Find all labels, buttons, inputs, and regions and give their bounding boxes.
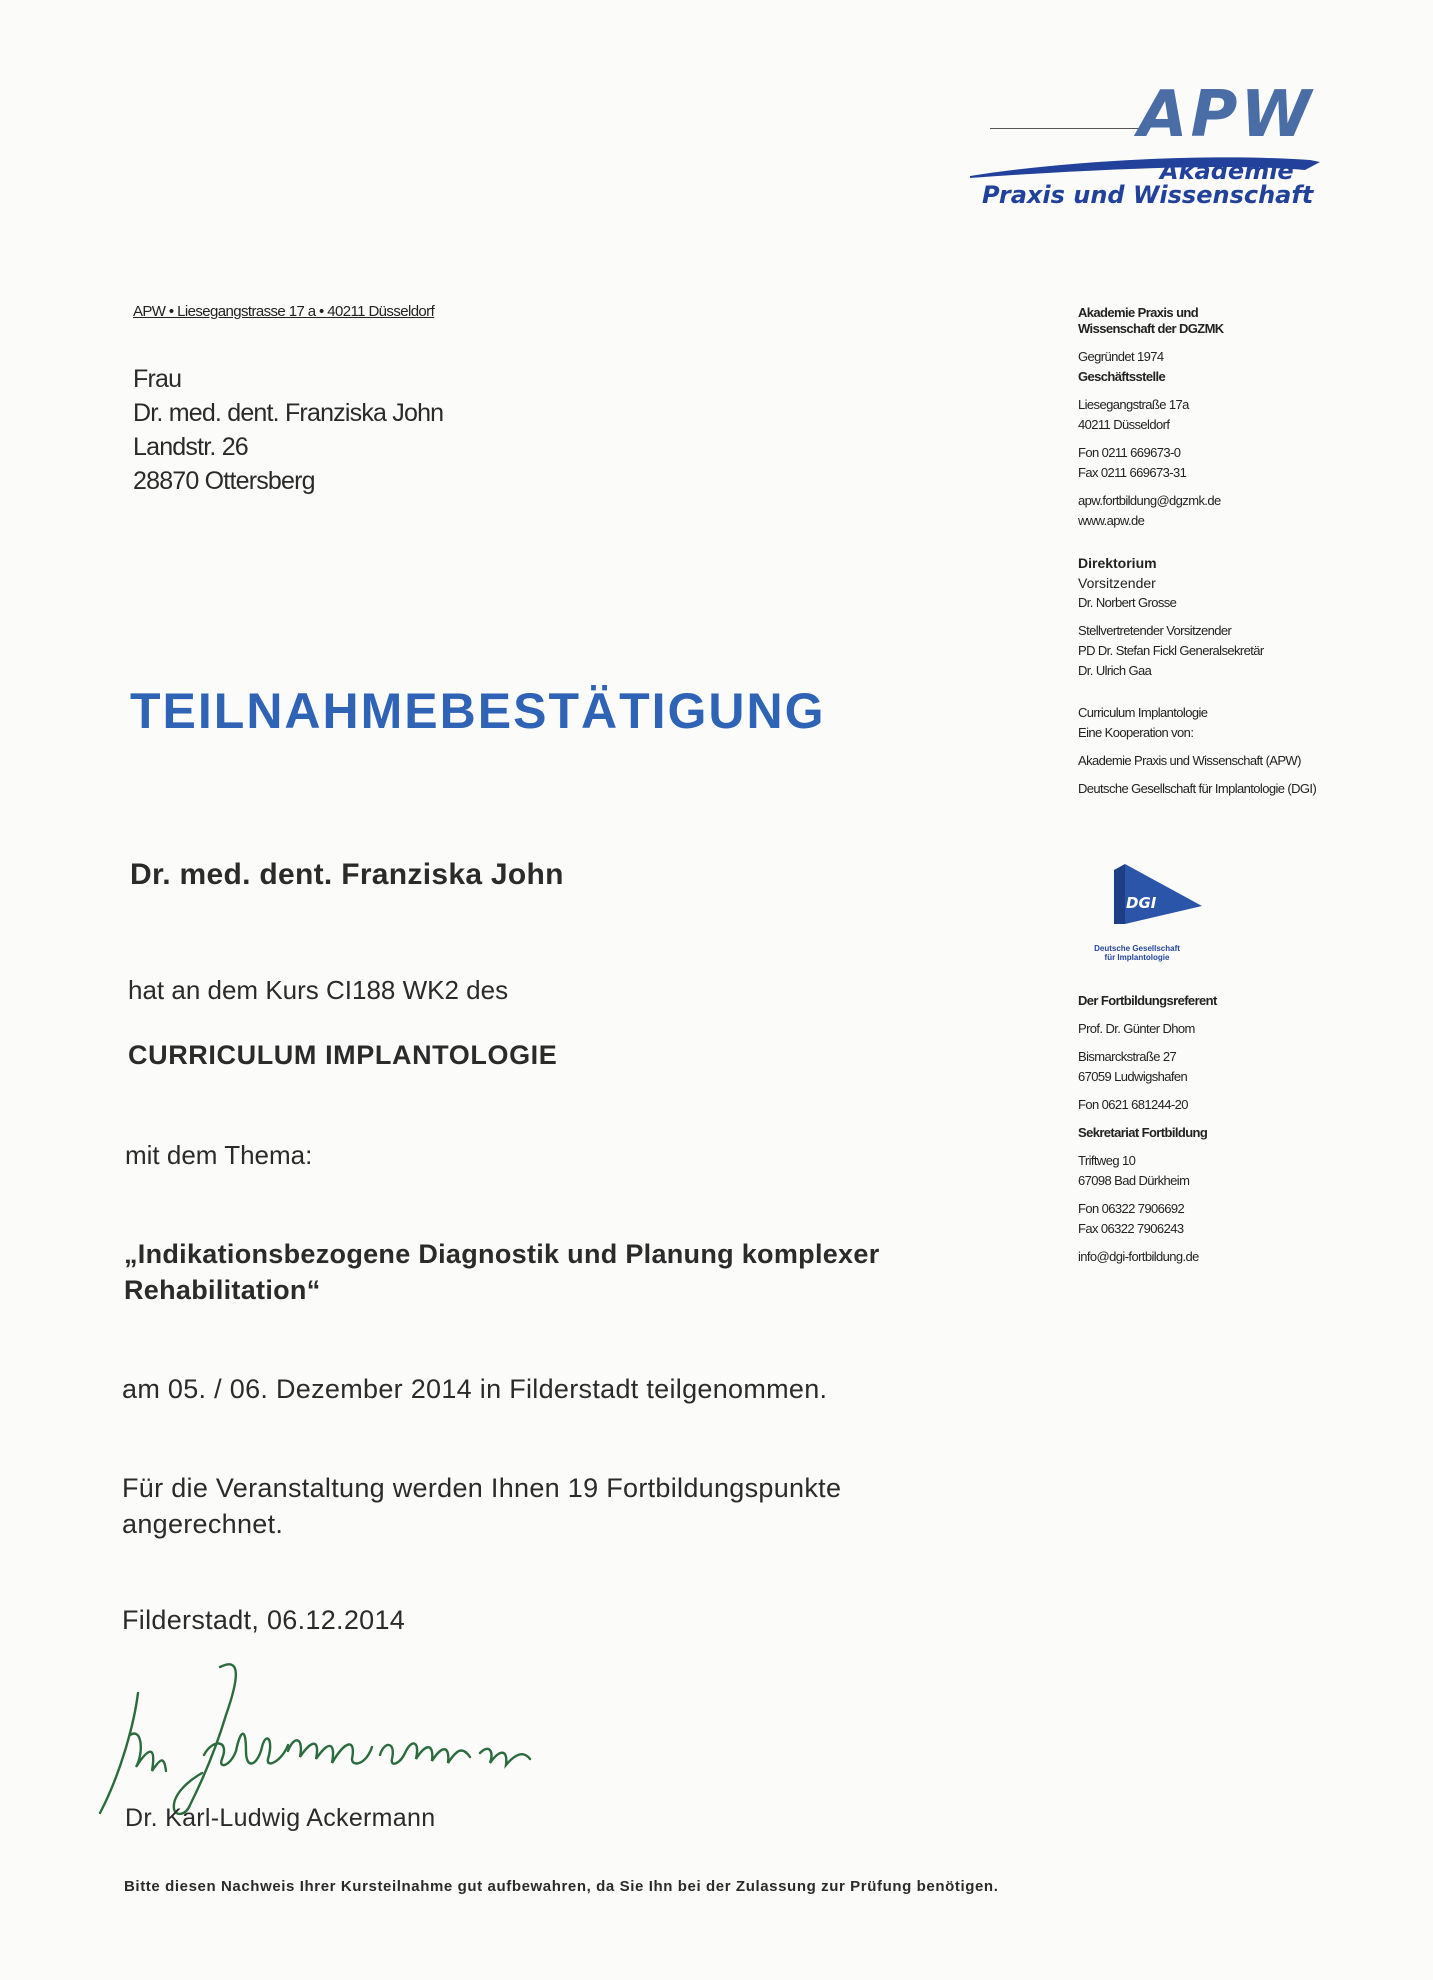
course-topic: „Indikationsbezogene Diagnostik und Planung komplexer Rehabilitation“: [124, 1239, 880, 1305]
sec-email: info@dgi-fortbildung.de: [1078, 1249, 1199, 1264]
coop-line-4: Deutsche Gesellschaft für Implantologie (DGI): [1078, 781, 1317, 796]
sidebar-info: [1078, 303, 1378, 1267]
recipient-city: 28870 Ottersberg: [133, 467, 315, 495]
coop-line-2: Eine Kooperation von:: [1078, 725, 1194, 740]
handwritten-signature: [90, 1655, 550, 1825]
recipient-address: [133, 362, 443, 498]
recipient-salutation: Frau: [133, 365, 182, 393]
sec-heading: Sekretariat Fortbildung: [1078, 1125, 1208, 1140]
theme-label: mit dem Thema:: [125, 1140, 313, 1170]
certificate-title: TEILNAHMEBESTÄTIGUNG: [130, 683, 826, 739]
dgi-caption: [1072, 944, 1202, 962]
credit-points: Für die Veranstaltung werden Ihnen 19 Fortbildungspunkte angerechnet.: [122, 1473, 842, 1539]
org-name-1: Akademie Praxis und: [1078, 305, 1199, 320]
dgi-caption-line-1: Deutsche Gesellschaft: [1094, 944, 1180, 953]
sec-phone: Fon 06322 7906692: [1078, 1201, 1185, 1216]
founded: Gegründet 1974: [1078, 349, 1164, 364]
sec-fax: Fax 06322 7906243: [1078, 1221, 1184, 1236]
course-line: hat an dem Kurs CI188 WK2 des: [128, 975, 509, 1005]
office-web: www.apw.de: [1078, 513, 1145, 528]
curriculum-name: CURRICULUM IMPLANTOLOGIE: [128, 1040, 558, 1070]
office-phone: Fon 0211 669673-0: [1078, 445, 1181, 460]
participant-name: Dr. med. dent. Franziska John: [130, 858, 564, 891]
board-heading: Direktorium: [1078, 555, 1157, 571]
ref-city: 67059 Ludwigshafen: [1078, 1069, 1188, 1084]
attendance-date: am 05. / 06. Dezember 2014 in Filderstadt teilgenommen.: [122, 1374, 828, 1404]
chair-label: Vorsitzender: [1078, 575, 1156, 591]
chair-name: Dr. Norbert Grosse: [1078, 595, 1177, 610]
logo-akademie: Akademie: [1160, 157, 1294, 185]
office-city: 40211 Düsseldorf: [1078, 417, 1170, 432]
dgi-logo-text: DGI: [1126, 894, 1157, 912]
signer-name: Dr. Karl-Ludwig Ackermann: [125, 1804, 436, 1832]
sec-street: Triftweg 10: [1078, 1153, 1136, 1168]
sec-city: 67098 Bad Dürkheim: [1078, 1173, 1190, 1188]
ref-street: Bismarckstraße 27: [1078, 1049, 1177, 1064]
secretary-name: Dr. Ulrich Gaa: [1078, 663, 1152, 678]
recipient-name: Dr. med. dent. Franziska John: [133, 399, 444, 427]
coop-line-1: Curriculum Implantologie: [1078, 705, 1208, 720]
footer-note: Bitte diesen Nachweis Ihrer Kursteilnahme gut aufbewahren, da Sie Ihn bei der Zulassung zur Prüfung benötigen.: [124, 1878, 999, 1895]
office-email: apw.fortbildung@dgzmk.de: [1078, 493, 1221, 508]
ref-phone: Fon 0621 681244-20: [1078, 1097, 1188, 1112]
apw-logo-text: APW: [1138, 78, 1315, 152]
vice-name: PD Dr. Stefan Fickl Generalsekretär: [1078, 643, 1264, 658]
coop-line-3: Akademie Praxis und Wissenschaft (APW): [1078, 753, 1301, 768]
vice-label: Stellvertretender Vorsitzender: [1078, 623, 1232, 638]
place-date: Filderstadt, 06.12.2014: [122, 1605, 406, 1635]
sender-address: APW • Liesegangstrasse 17 a • 40211 Düsseldorf: [133, 303, 435, 320]
office-fax: Fax 0211 669673-31: [1078, 465, 1187, 480]
org-name-2: Wissenschaft der DGZMK: [1078, 321, 1224, 336]
ref-name: Prof. Dr. Günter Dhom: [1078, 1021, 1195, 1036]
ref-heading: Der Fortbildungsreferent: [1078, 993, 1217, 1008]
office-street: Liesegangstraße 17a: [1078, 397, 1189, 412]
logo-praxis: Praxis und Wissenschaft: [982, 181, 1314, 209]
recipient-street: Landstr. 26: [133, 433, 248, 461]
dgi-caption-line-2: für Implantologie: [1104, 953, 1170, 962]
logo-rule: [990, 128, 1145, 129]
office-heading: Geschäftsstelle: [1078, 369, 1166, 384]
